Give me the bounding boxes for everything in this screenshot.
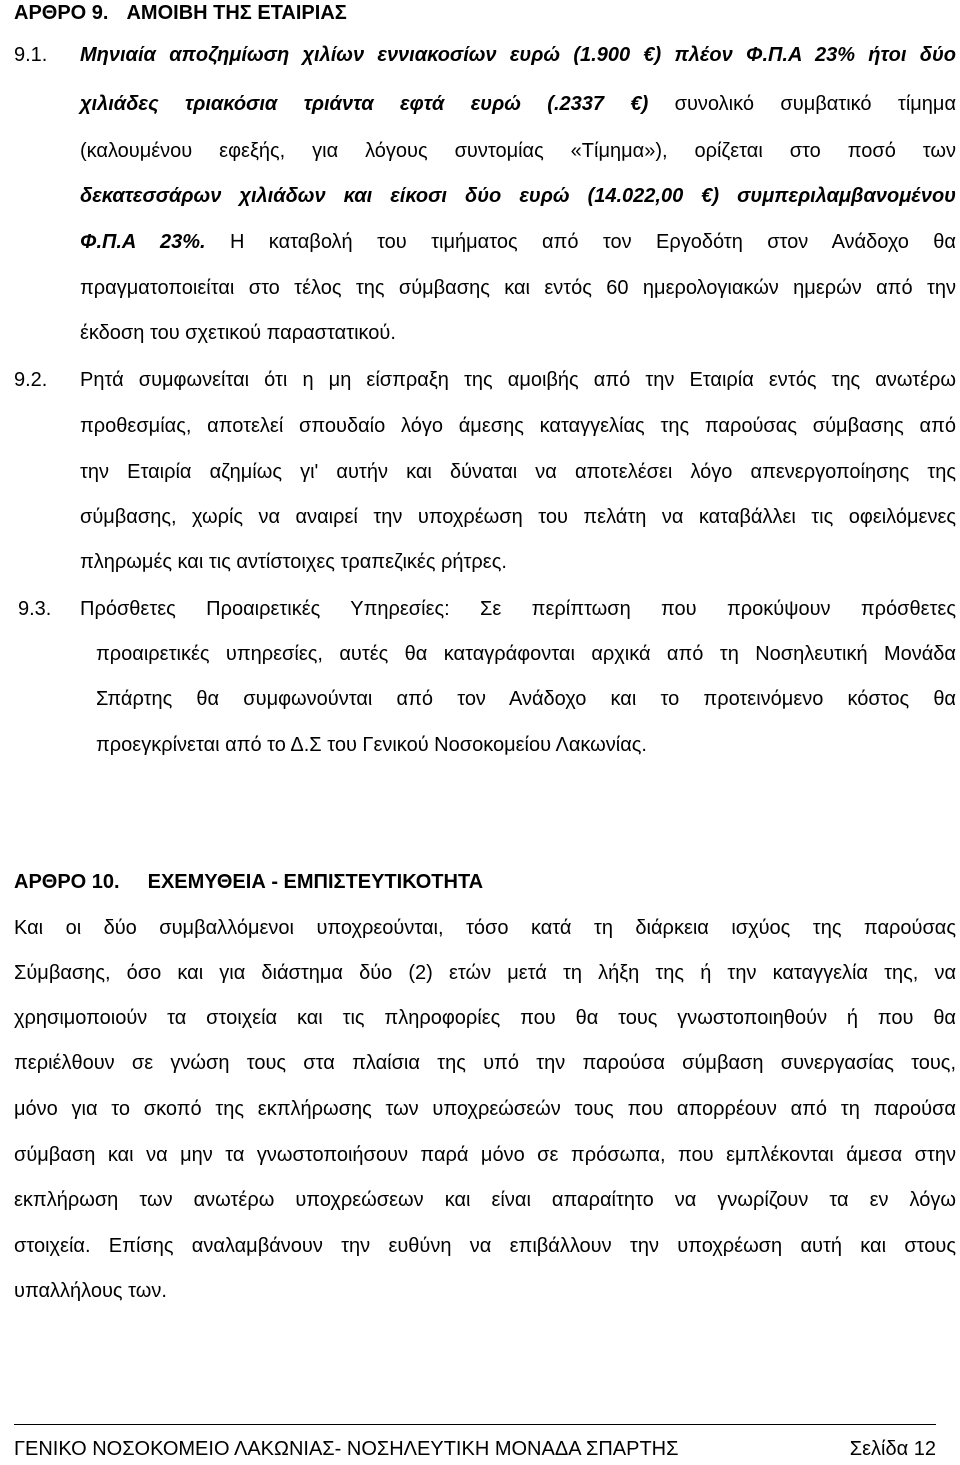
article-10-line-4: περιέλθουν σε γνώση τους στα πλαίσια της υπό την παρούσα σύμβαση συνεργασίας τους, <box>14 1052 956 1074</box>
section-9-1-line-3: (καλουμένου εφεξής, για λόγους συντομίας «Τίμημα»), ορίζεται στο ποσό των <box>80 140 956 162</box>
article-10-line-8: στοιχεία. Επίσης αναλαμβάνουν την ευθύνη να επιβάλλουν την υποχρέωση αυτή και στους <box>14 1235 956 1257</box>
article-10-line-6: σύμβαση και να μην τα γνωστοποιήσουν παρά μόνο σε πρόσωπα, που εμπλέκονται άμεσα στην <box>14 1144 956 1166</box>
article-10-line-7: εκπλήρωση των ανωτέρω υποχρεώσεων και είναι απαραίτητο να γνωρίζουν τα εν λόγω <box>14 1189 956 1211</box>
section-9-3-number: 9.3. <box>18 598 52 620</box>
section-9-3-line-3: Σπάρτης θα συμφωνούνται από τον Ανάδοχο και το προτεινόμενο κόστος θα <box>96 688 956 710</box>
section-9-2-number: 9.2. <box>14 369 48 391</box>
section-9-1-line-6: πραγματοποιείται στο τέλος της σύμβασης και εντός 60 ημερολογιακών ημερών από την <box>80 277 956 299</box>
section-9-1-line-4: δεκατεσσάρων χιλιάδων και είκοσι δύο ευρώ (14.022,00 €) συμπεριλαμβανομένου <box>80 185 956 207</box>
article-10-line-1: Και οι δύο συμβαλλόμενοι υποχρεούνται, τόσο κατά τη διάρκεια ισχύος της παρούσας <box>14 917 956 939</box>
section-9-1-line-7: έκδοση του σχετικού παραστατικού. <box>80 322 396 344</box>
section-9-2-line-1: Ρητά συμφωνείται ότι η μη είσπραξη της αμοιβής από την Εταιρία εντός της ανωτέρω <box>80 369 956 391</box>
article-10-line-2: Σύμβασης, όσο και για διάστημα δύο (2) ετών μετά τη λήξη της ή την καταγγελία της, να <box>14 962 956 984</box>
section-9-1-number: 9.1. <box>14 44 48 66</box>
article-10-heading <box>14 870 483 894</box>
article-9-title: ΑΜΟΙΒΗ ΤΗΣ ΕΤΑΙΡΙΑΣ <box>126 2 347 24</box>
footer-divider <box>14 1424 936 1425</box>
footer-organization: ΓΕΝΙΚΟ ΝΟΣΟΚΟΜΕΙΟ ΛΑΚΩΝΙΑΣ- ΝΟΣΗΛΕΥΤΙΚΗ ΜΟΝΑΔΑ ΣΠΑΡΤΗΣ <box>14 1438 679 1460</box>
section-9-2-line-3: την Εταιρία αζημίως γι' αυτήν και δύναται να αποτελέσει λόγο απενεργοποίησης της <box>80 461 956 483</box>
section-9-1-payment-text: Η καταβολή του τιμήματος από τον Εργοδότη στον Ανάδοχο θα <box>205 231 956 253</box>
section-9-1-line-1: Μηνιαία αποζημίωση χιλίων εννιακοσίων ευρώ (1.900 €) πλέον Φ.Π.Α 23% ήτοι δύο <box>80 44 956 66</box>
section-9-2-line-2: προθεσμίας, αποτελεί σπουδαίο λόγο άμεσης καταγγελίας της παρούσας σύμβασης από <box>80 415 956 437</box>
section-9-1-line-2 <box>80 92 956 116</box>
section-9-2-line-4: σύμβασης, χωρίς να αναιρεί την υποχρέωση του πελάτη να καταβάλλει τις οφειλόμενες <box>80 506 956 528</box>
section-9-1-vat: Φ.Π.Α 23%. <box>80 231 206 253</box>
article-9-heading <box>14 1 347 25</box>
section-9-2-line-5: πληρωμές και τις αντίστοιχες τραπεζικές ρήτρες. <box>80 551 507 573</box>
article-10-line-3: χρησιμοποιούν τα στοιχεία και τις πληροφορίες που θα τους γνωστοποιηθούν ή που θα <box>14 1007 956 1029</box>
article-10-number: ΑΡΘΡΟ 10. <box>14 871 120 893</box>
article-10-title: ΕΧΕΜΥΘΕΙΑ - ΕΜΠΙΣΤΕΥΤΙΚΟΤΗΤΑ <box>147 871 484 893</box>
section-9-1-total-words: χιλιάδες τριακόσια τριάντα εφτά ευρώ (.2337 €) <box>80 93 649 115</box>
article-10-line-5: μόνο για το σκοπό της εκπλήρωσης των υποχρεώσεών τους που απορρέουν από τη παρούσα <box>14 1098 956 1120</box>
article-10-line-9: υπαλλήλους των. <box>14 1280 167 1302</box>
footer-page-number: Σελίδα 12 <box>849 1438 936 1460</box>
section-9-1-line-5 <box>80 230 956 254</box>
section-9-3-line-1: Πρόσθετες Προαιρετικές Υπηρεσίες: Σε περίπτωση που προκύψουν πρόσθετες <box>80 598 956 620</box>
section-9-1-total-label: συνολικό συμβατικό τίμημα <box>648 93 957 115</box>
section-9-3-line-2: προαιρετικές υπηρεσίες, αυτές θα καταγράφονται αρχικά από τη Νοσηλευτική Μονάδα <box>96 643 956 665</box>
section-9-3-line-4: προεγκρίνεται από το Δ.Σ του Γενικού Νοσοκομείου Λακωνίας. <box>96 734 647 756</box>
article-9-number: ΑΡΘΡΟ 9. <box>14 2 109 24</box>
